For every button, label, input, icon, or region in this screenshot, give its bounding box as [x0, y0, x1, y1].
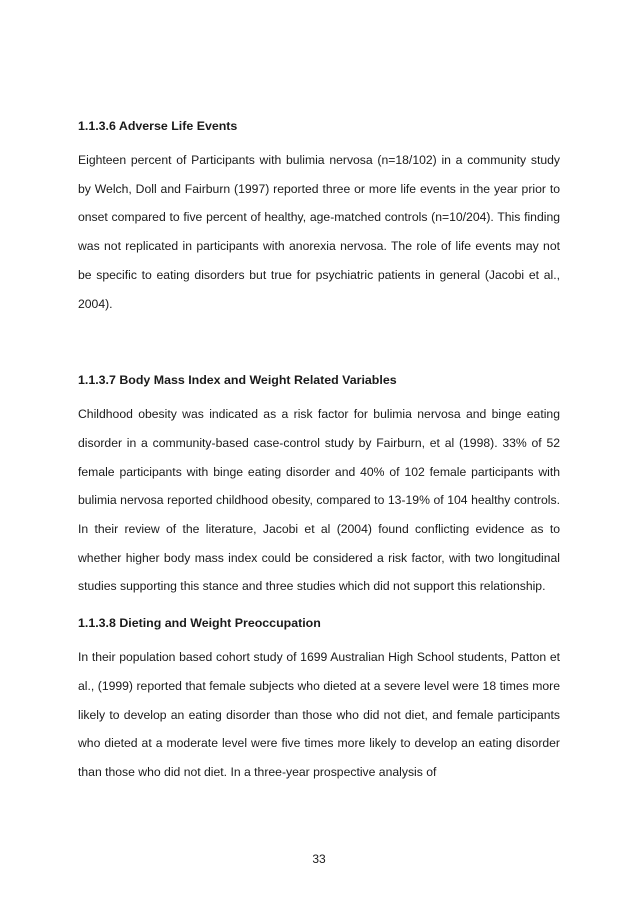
section-paragraph-adverse-life-events: Eighteen percent of Participants with bulimia nervosa (n=18/102) in a community study by Welch, Doll and Fairburn (1997) reported three or more life events in the year prior to onset compared to five percent of healthy, age-matched controls (n=10/204). This finding was not replicated in participants with anorexia nervosa. The role of life events may not be specific to eating disorders but true for psychiatric patients in general (Jacobi et al., 2004).	[78, 153, 560, 311]
page-number: 33	[312, 852, 326, 866]
section-heading-body-mass-index: 1.1.3.7 Body Mass Index and Weight Related Variables	[78, 373, 397, 388]
section-heading-dieting: 1.1.3.8 Dieting and Weight Preoccupation	[78, 616, 321, 631]
section-paragraph-dieting: In their population based cohort study of 1699 Australian High School students, Patton et al., (1999) reported that female subjects who dieted at a severe level were 18 times more likely to develop an eating disorder than those who did not diet, and female participants who dieted at a moderate level were five times more likely to develop an eating disorder than those who did not diet. In a three-year prospective analysis of	[78, 650, 560, 779]
section-paragraph-body-mass-index: Childhood obesity was indicated as a risk factor for bulimia nervosa and binge eating disorder in a community-based case-control study by Fairburn, et al (1998). 33% of 52 female participants with binge eating disorder and 40% of 102 female participants with bulimia nervosa reported childhood obesity, compared to 13-19% of 104 healthy controls. In their review of the literature, Jacobi et al (2004) found conflicting evidence as to whether higher body mass index could be considered a risk factor, with two longitudinal studies supporting this stance and three studies which did not support this relationship.	[78, 407, 560, 594]
page-content	[78, 116, 560, 787]
section-heading-adverse-life-events: 1.1.3.6 Adverse Life Events	[78, 119, 238, 133]
